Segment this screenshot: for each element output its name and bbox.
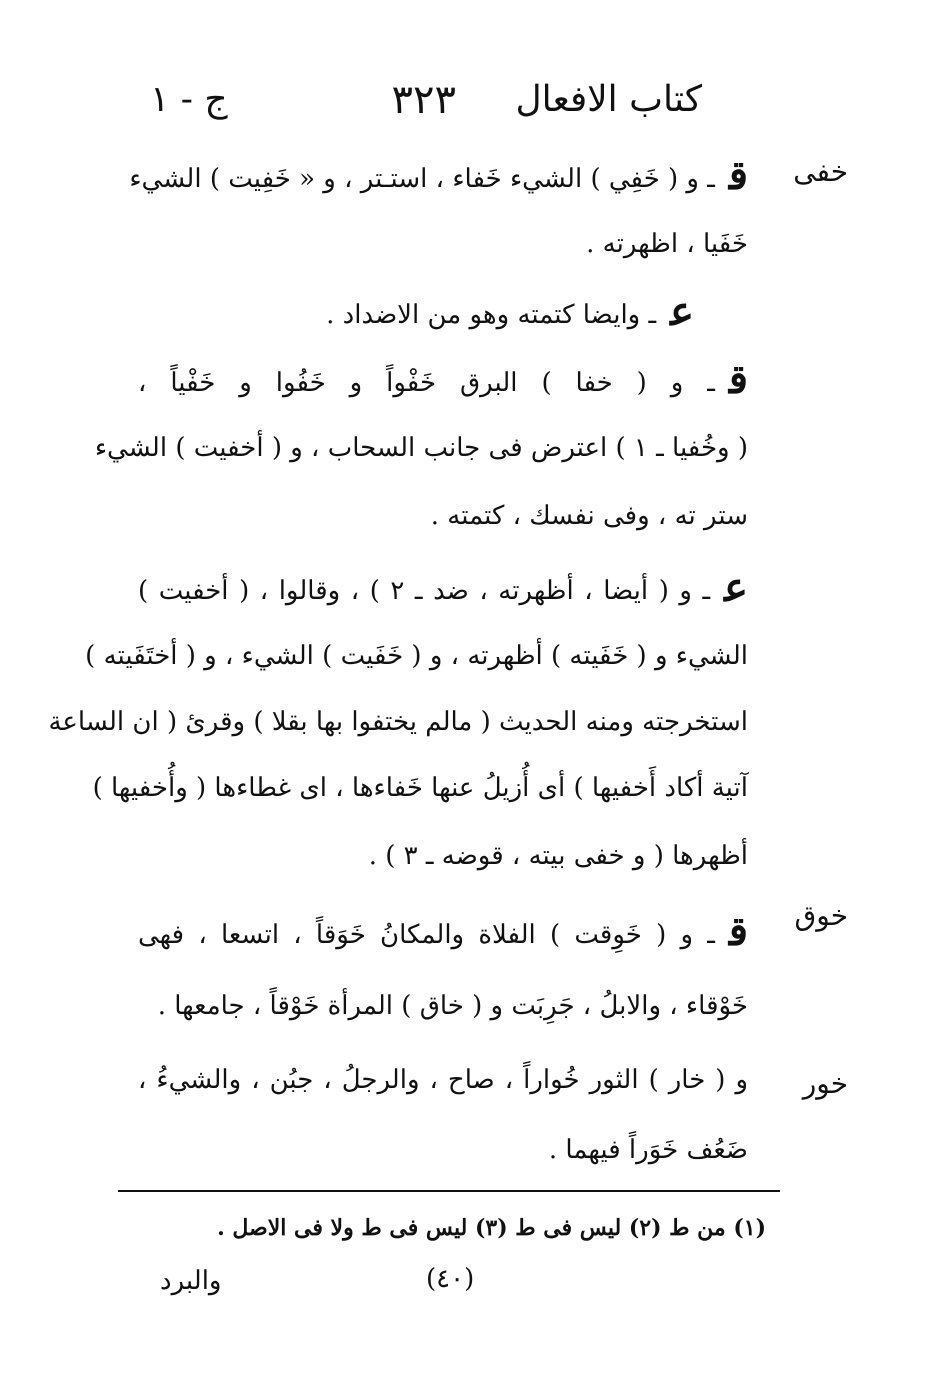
entry-line (138, 494, 748, 538)
entry-line (138, 834, 748, 878)
line-text: الشيء و ( خَفَيته ) أظهرته ، و ( خَفَيت ) الشيء ، و ( أختَفَيته ) (85, 641, 748, 671)
line-text: ـ و ( خَفِي ) الشيء خَفاء ، استـتر ، و « خَفِيت ) الشيء (129, 164, 715, 194)
catchword: والبرد (160, 1266, 222, 1296)
line-text: ستر ته ، وفى نفسك ، كتمته . (430, 501, 748, 531)
source-abbr: ق (728, 908, 748, 955)
entry-line (138, 984, 748, 1028)
line-text: و ( خار ) الثور خُواراً ، صاح ، والرجلُ ، جبُن ، والشيءُ ، (138, 1065, 748, 1095)
entry-line (138, 358, 748, 402)
line-text: ( وخُفيا ـ ١ ) اعترض فى جانب السحاب ، و ( أخفيت ) الشيء (94, 433, 748, 463)
entry-line (129, 152, 748, 199)
entry-line (138, 1058, 748, 1102)
line-text: آتية أكاد أَخفيها ) أى أُزيلُ عنها خَفاءها ، اى غطاءها ( وأُخفيها ) (92, 773, 748, 803)
entry-line (138, 566, 748, 610)
line-text: ـ و ( خفا ) البرق خَفْواً و خَفُوا و خَفْياً ، (138, 368, 715, 398)
line-text: ـ و ( خَوِقت ) الفلاة والمكانُ خَوَقاً ، اتسعا ، فهى (138, 920, 715, 950)
entry-line (94, 426, 748, 470)
source-abbr: ع (670, 288, 694, 335)
root-word-khfy: خفى (793, 155, 848, 188)
entry-line (92, 766, 748, 810)
entry-line (138, 1128, 748, 1172)
line-text: ضَعُف خَوَراً فيهما . (548, 1135, 748, 1165)
line-text: خَوْقاء ، والابلُ ، جَرِبَت و ( خاق ) المرأة خَوْقاً ، جامعها . (157, 991, 748, 1021)
source-abbr: ع (724, 564, 748, 611)
line-text: خَفَيا ، اظهرته . (586, 229, 748, 259)
footnote: (١) من ط (٢) ليس فى ط (٣) ليس فى ط ولا فى الاصل . (217, 1215, 766, 1241)
bottom-page-number: (٤٠) (426, 1264, 475, 1294)
source-abbr: ق (728, 356, 748, 403)
entry-line (48, 700, 748, 744)
page-number: ٣٢٣ (391, 77, 456, 123)
line-text: أظهرها ( و خفى بيته ، قوضه ـ ٣ ) . (368, 841, 748, 871)
entry-line (138, 222, 748, 266)
root-word-khwr: خور (802, 1067, 848, 1100)
entry-line (85, 634, 748, 678)
footnote-divider (118, 1190, 780, 1192)
volume-label: ج - ١ (150, 79, 228, 120)
line-text: استخرجته ومنه الحديث ( مالم يختفوا بها بقلا ) وقرئ ( ان الساعة (48, 707, 748, 737)
entry-line (194, 290, 694, 334)
root-word-khwq: خوق (794, 899, 848, 932)
source-abbr: ق (728, 152, 748, 199)
line-text: ـ و ( أيضا ، أظهرته ، ضد ـ ٢ ) ، وقالوا ، ( أخفيت ) (138, 576, 711, 606)
book-title: كتاب الافعال (515, 79, 702, 120)
entry-line (138, 910, 748, 954)
line-text: ـ وايضا كتمته وهو من الاضداد . (326, 300, 657, 330)
